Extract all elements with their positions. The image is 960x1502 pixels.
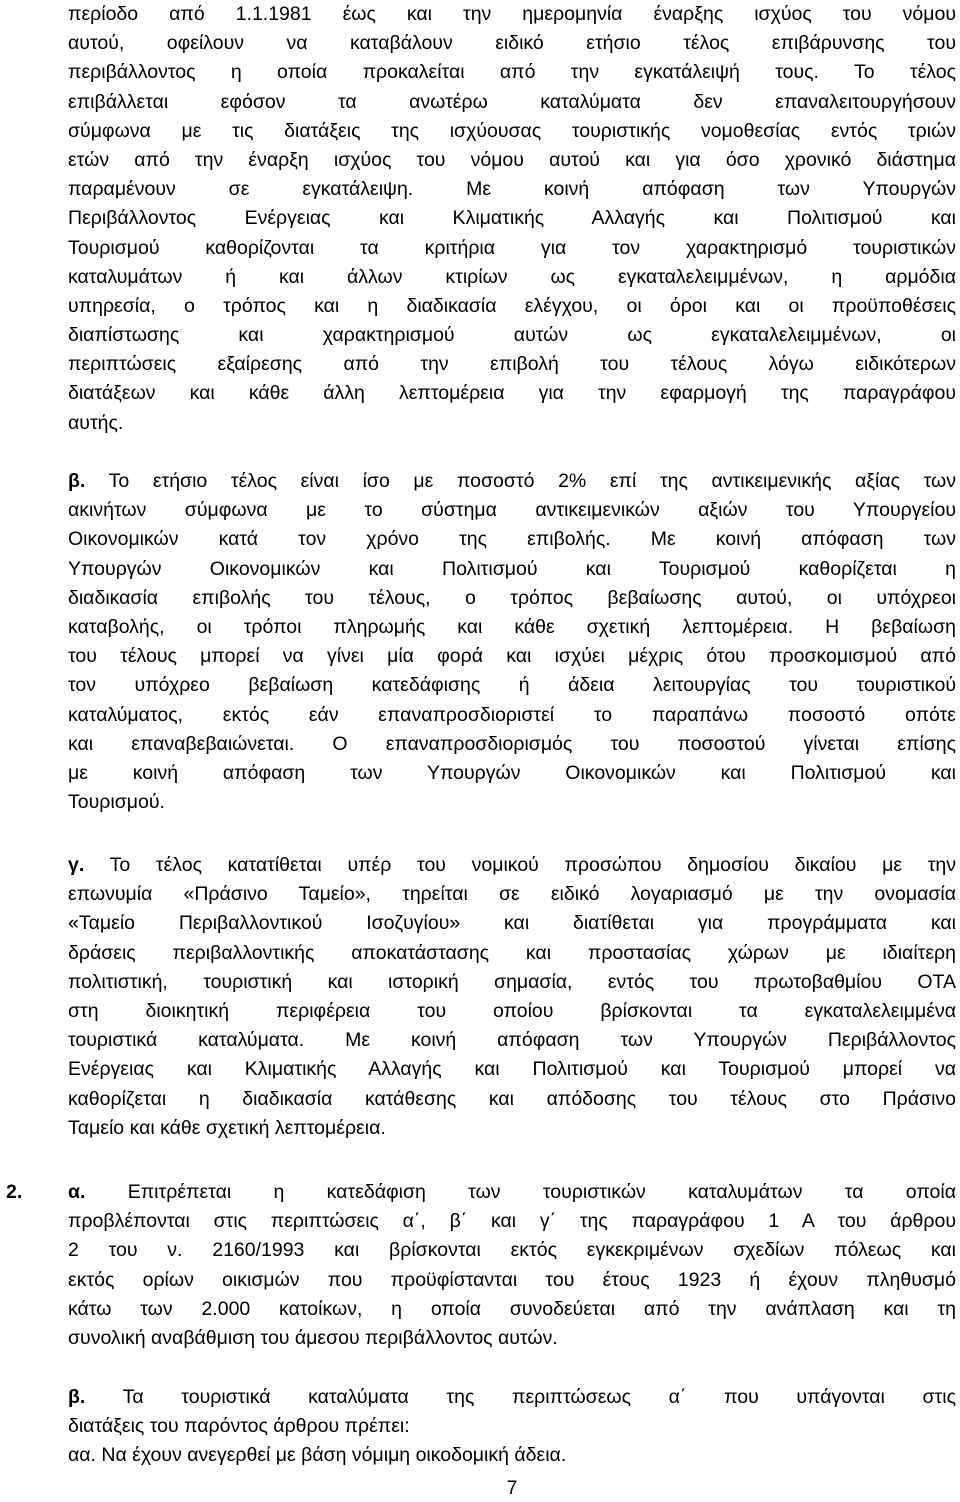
paragraph-c (68, 851, 956, 1143)
text-line: Ταμείο και κάθε σχετική λεπτομέρεια. (68, 1116, 386, 1139)
text-line: β. Το ετήσιο τέλος είναι ίσο με ποσοστό 2% επί της αντικειμενικής αξίας των (68, 470, 956, 492)
text-line: αυτού, οφείλουν να καταβάλουν ειδικό ετήσιο τέλος επιβάρυνσης του (68, 32, 956, 55)
text-line: Τουρισμού. (68, 791, 165, 814)
text-line: Περιβάλλοντος Ενέργειας και Κλιματικής Αλλαγής και Πολιτισμού και (68, 207, 956, 230)
text-line: συνολική αναβάθμιση του άμεσου περιβάλλοντος αυτών. (68, 1326, 558, 1349)
text-line: αυτής. (68, 411, 124, 434)
text-line: γ. Το τέλος κατατίθεται υπέρ του νομικού προσώπου δημοσίου δικαίου με την (68, 854, 956, 876)
text-line: διαπίστωσης και χαρακτηρισμού αυτών ως εγκαταλελειμμένων, οι (68, 324, 956, 347)
text-line: καθορίζεται η διαδικασία κατάθεσης και απόδοσης του τέλους στο Πράσινο (68, 1087, 956, 1110)
text-line: 2 του ν. 2160/1993 και βρίσκονται εκτός εγκεκριμένων σχεδίων πόλεως και (68, 1239, 956, 1262)
text-line: υπηρεσία, ο τρόπος και η διαδικασία ελέγχου, οι όροι και οι προϋποθέσεις (68, 294, 956, 317)
text-line: δράσεις περιβαλλοντικής αποκατάστασης και προστασίας χώρων με ιδιαίτερη (68, 941, 956, 964)
paragraph-marker: α. (68, 1181, 86, 1203)
text-line: κάτω των 2.000 κατοίκων, η οποία συνοδεύεται από την ανάπλαση και τη (68, 1297, 956, 1320)
section-number: 2. (6, 1181, 23, 1203)
text-line: Οικονομικών κατά τον χρόνο της επιβολής. Με κοινή απόφαση των (68, 528, 956, 551)
text-line: καταλύματος, εκτός εάν επαναπροσδιοριστεί το παραπάνω ποσοστό οπότε (68, 703, 956, 726)
text-line: περίοδο από 1.1.1981 έως και την ημερομηνία έναρξης ισχύος του νόμου (68, 3, 956, 25)
text-line: στη διοικητική περιφέρεια του οποίου βρίσκονται τα εγκαταλελειμμένα (68, 999, 956, 1022)
text-line: περιβάλλοντος η οποία προκαλείται από την εγκατάλειψή τους. Το τέλος (68, 61, 956, 84)
text-line: β. Τα τουριστικά καταλύματα της περιπτώσεως α΄ που υπάγονται στις (68, 1386, 956, 1408)
text-line: τουριστικά καταλύματα. Με κοινή απόφαση των Υπουργών Περιβάλλοντος (68, 1029, 956, 1052)
text-line: Ενέργειας και Κλιματικής Αλλαγής και Πολιτισμού και Τουρισμού μπορεί να (68, 1058, 956, 1081)
paragraph-a-continuation (68, 0, 956, 438)
text-line: με κοινή απόφαση των Υπουργών Οικονομικών και Πολιτισμού και (68, 761, 956, 784)
paragraph-b (68, 467, 956, 817)
text-line: παραμένουν σε εγκατάλειψη. Με κοινή απόφαση των Υπουργών (68, 178, 956, 201)
text-line: διατάξεων και κάθε άλλη λεπτομέρεια για την εφαρμογή της παραγράφου (68, 382, 956, 405)
text-line: καταβολής, οι τρόποι πληρωμής και κάθε σχετική λεπτομέρεια. Η βεβαίωση (68, 615, 956, 638)
page-number: 7 (506, 1478, 518, 1499)
text-line: α. Επιτρέπεται η κατεδάφιση των τουριστικών καταλυμάτων τα οποία (68, 1181, 956, 1203)
text-line: ετών από την έναρξη ισχύος του νόμου αυτού και για όσο χρονικό διάστημα (68, 148, 956, 171)
text-line: εκτός ορίων οικισμών που προϋφίστανται του έτους 1923 ή έχουν πληθυσμό (68, 1268, 956, 1291)
text-line: και επαναβεβαιώνεται. Ο επαναπροσδιορισμός του ποσοστού γίνεται επίσης (68, 732, 956, 755)
text-line: επωνυμία «Πράσινο Ταμείο», τηρείται σε ειδικό λογαριασμό με την ονομασία (68, 883, 956, 906)
text-line: Υπουργών Οικονομικών και Πολιτισμού και Τουρισμού καθορίζεται η (68, 557, 956, 580)
text-line: τον υπόχρεο βεβαίωση κατεδάφισης ή άδεια λειτουργίας του τουριστικού (68, 674, 956, 697)
text-line: διαδικασία επιβολής του τέλους, ο τρόπος βεβαίωσης αυτού, οι υπόχρεοι (68, 586, 956, 609)
text-line: επιβάλλεται εφόσον τα ανωτέρω καταλύματα δεν επαναλειτουργήσουν (68, 90, 956, 113)
text-line: διατάξεις του παρόντος άρθρου πρέπει: (68, 1415, 410, 1438)
text-line: προβλέπονται στις περιπτώσεις α΄, β΄ και γ΄ της παραγράφου 1 Α του άρθρου (68, 1210, 956, 1233)
text-line: «Ταμείο Περιβαλλοντικού Ισοζυγίου» και διατίθεται για προγράμματα και (68, 912, 956, 935)
paragraph-marker: γ. (68, 854, 85, 876)
text-line: ακινήτων σύμφωνα με το σύστημα αντικειμενικών αξιών του Υπουργείου (68, 499, 956, 522)
paragraph-marker: β. (68, 1386, 86, 1408)
text-line: Τουρισμού καθορίζονται τα κριτήρια για τον χαρακτηρισμό τουριστικών (68, 236, 956, 259)
section-2-paragraph-a (68, 1178, 956, 1353)
text-line: καταλυμάτων ή και άλλων κτιρίων ως εγκαταλελειμμένων, η αρμόδια (68, 265, 956, 288)
paragraph-marker: β. (68, 470, 86, 492)
text-line: σύμφωνα με τις διατάξεις της ισχύουσας τουριστικής νομοθεσίας εντός τριών (68, 119, 956, 142)
text-line: πολιτιστική, τουριστική και ιστορική σημασία, εντός του πρωτοβαθμίου ΟΤΑ (68, 970, 956, 993)
section-2-paragraph-b (68, 1383, 956, 1471)
text-line: αα. Να έχουν ανεγερθεί με βάση νόμιμη οικοδομική άδεια. (68, 1444, 567, 1467)
text-line: περιπτώσεις εξαίρεσης από την επιβολή του τέλους λόγω ειδικότερων (68, 353, 956, 376)
text-line: του τέλους μπορεί να γίνει μία φορά και ισχύει μέχρις ότου προσκομισμού από (68, 645, 956, 668)
